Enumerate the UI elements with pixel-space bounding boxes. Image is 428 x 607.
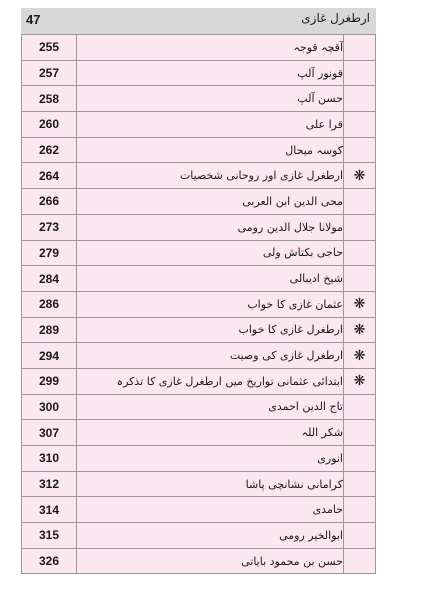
- table-row: [22, 317, 376, 343]
- entry-title-cell: [77, 266, 344, 292]
- table-row: [22, 291, 376, 317]
- entry-title-cell: [77, 317, 344, 343]
- section-marker-cell: [344, 86, 376, 112]
- entry-title: آقچہ قوجہ: [293, 40, 343, 54]
- section-marker-cell: [344, 266, 376, 292]
- section-marker-cell: ❋: [344, 343, 376, 369]
- table-row: [22, 189, 376, 215]
- page-number-cell: 310: [22, 446, 77, 472]
- table-row: [22, 240, 376, 266]
- table-row: [22, 343, 376, 369]
- section-marker-cell: [344, 497, 376, 523]
- entry-title-cell: [77, 368, 344, 394]
- section-marker-cell: [344, 420, 376, 446]
- entry-title-cell: [77, 497, 344, 523]
- entry-title: عثمان غازی کا خواب: [247, 297, 343, 311]
- table-row: [22, 497, 376, 523]
- entry-title: حسن بن محمود بایاتی: [241, 554, 343, 568]
- entry-title-cell: [77, 189, 344, 215]
- page-number-cell: 326: [22, 548, 77, 574]
- table-row: [22, 548, 376, 574]
- table-row: [22, 35, 376, 61]
- page-number-cell: 307: [22, 420, 77, 446]
- entry-title: کوسہ میحال: [285, 143, 343, 157]
- section-marker-cell: [344, 446, 376, 472]
- page-number-cell: 266: [22, 189, 77, 215]
- page-number-cell: 279: [22, 240, 77, 266]
- table-row: [22, 137, 376, 163]
- table-row: [22, 266, 376, 292]
- entry-title-cell: [77, 343, 344, 369]
- table-row: [22, 523, 376, 549]
- entry-title: ارطغرل غازی اور روحانی شخصیات: [179, 169, 343, 183]
- book-title: ارطغرل غازی: [301, 11, 370, 25]
- entry-title: مولانا جلال الدین رومی: [237, 220, 343, 234]
- entry-title: ارطغرل غازی کی وصیت: [229, 349, 343, 363]
- entry-title: قرا علی: [305, 117, 343, 131]
- entry-title-cell: [77, 291, 344, 317]
- section-marker-cell: [344, 471, 376, 497]
- table-row: [22, 60, 376, 86]
- entry-title-cell: [77, 35, 344, 61]
- entry-title-cell: [77, 420, 344, 446]
- entry-title: حامدی: [312, 503, 343, 517]
- page-number-cell: 286: [22, 291, 77, 317]
- entry-title: حاجی بکتاش ولی: [262, 246, 343, 260]
- entry-title: ارطغرل غازی کا خواب: [238, 323, 343, 337]
- entry-title: ابتدائی عثمانی تواریخ میں ارطغرل غازی کا تذکرہ: [116, 374, 343, 388]
- page-number-cell: 284: [22, 266, 77, 292]
- section-marker-cell: [344, 35, 376, 61]
- entry-title-cell: [77, 214, 344, 240]
- table-row: [22, 394, 376, 420]
- section-marker-cell: [344, 523, 376, 549]
- section-marker-cell: [344, 394, 376, 420]
- entry-title-cell: [77, 446, 344, 472]
- page-header: [21, 8, 376, 34]
- entry-title: محی الدین ابن العربی: [242, 194, 343, 208]
- entry-title: شکر اللہ: [301, 426, 343, 440]
- page-number-cell: 289: [22, 317, 77, 343]
- entry-title-cell: [77, 137, 344, 163]
- entry-title-cell: [77, 394, 344, 420]
- section-marker-cell: [344, 214, 376, 240]
- page-number-cell: 258: [22, 86, 77, 112]
- page-number-cell: 299: [22, 368, 77, 394]
- page-number-cell: 300: [22, 394, 77, 420]
- entry-title: تاج الدین احمدی: [268, 400, 343, 414]
- section-marker-cell: [344, 137, 376, 163]
- table-row: [22, 471, 376, 497]
- page-number-cell: 255: [22, 35, 77, 61]
- section-marker-cell: ❋: [344, 163, 376, 189]
- table-row: [22, 163, 376, 189]
- entry-title: شیخ ادیبالی: [289, 272, 343, 286]
- page-number-cell: 315: [22, 523, 77, 549]
- page-number-cell: 260: [22, 112, 77, 138]
- entry-title: قونور آلپ: [297, 66, 343, 80]
- entry-title: حسن آلپ: [297, 92, 343, 106]
- page-number-cell: 257: [22, 60, 77, 86]
- section-marker-cell: ❋: [344, 317, 376, 343]
- entry-title-cell: [77, 240, 344, 266]
- section-marker-cell: [344, 189, 376, 215]
- entry-title-cell: [77, 548, 344, 574]
- section-marker-cell: [344, 240, 376, 266]
- page-number: 47: [26, 12, 41, 27]
- page-number-cell: 312: [22, 471, 77, 497]
- section-marker-cell: [344, 112, 376, 138]
- table-row: [22, 420, 376, 446]
- entry-title-cell: [77, 60, 344, 86]
- entry-title-cell: [77, 523, 344, 549]
- page-number-cell: 273: [22, 214, 77, 240]
- table-row: [22, 446, 376, 472]
- section-marker-cell: ❋: [344, 368, 376, 394]
- table-row: [22, 112, 376, 138]
- entry-title: انوری: [317, 451, 343, 465]
- section-marker-cell: [344, 60, 376, 86]
- table-row: [22, 214, 376, 240]
- table-row: [22, 86, 376, 112]
- page-number-cell: 294: [22, 343, 77, 369]
- page-number-cell: 262: [22, 137, 77, 163]
- entry-title-cell: [77, 471, 344, 497]
- section-marker-cell: [344, 548, 376, 574]
- entry-title-cell: [77, 86, 344, 112]
- entry-title-cell: [77, 163, 344, 189]
- page-number-cell: 314: [22, 497, 77, 523]
- entry-title-cell: [77, 112, 344, 138]
- table-row: [22, 368, 376, 394]
- section-marker-cell: ❋: [344, 291, 376, 317]
- entry-title: ابوالخیر رومی: [279, 528, 343, 542]
- contents-table: [21, 34, 376, 574]
- page-number-cell: 264: [22, 163, 77, 189]
- entry-title: کرامانی نشانچی پاشا: [245, 477, 343, 491]
